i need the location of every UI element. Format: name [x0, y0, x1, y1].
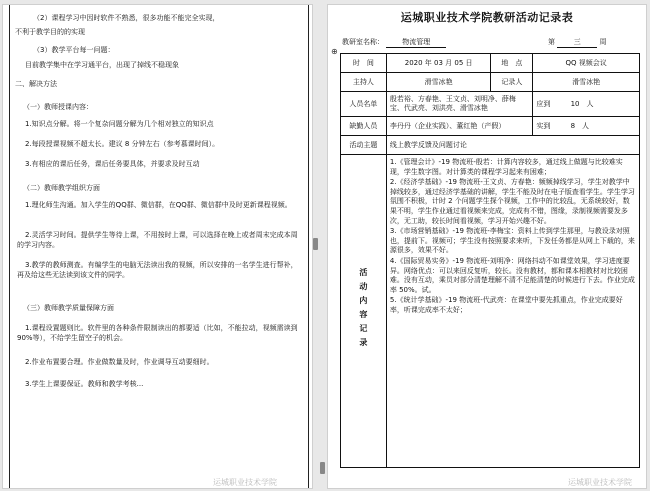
actual-count-label: 实到	[536, 121, 551, 130]
week-row	[548, 37, 606, 48]
text-paragraph: 2.作业布置要合理。作业做数量及时，作业调导互动要细时。	[25, 358, 214, 366]
watermark: 运城职业技术学院	[568, 478, 632, 487]
place-label: 地 点	[491, 54, 533, 73]
time-label: 时 间	[341, 54, 387, 73]
move-handle-icon[interactable]: ⊕	[331, 47, 338, 56]
week-prefix: 第	[548, 38, 555, 46]
text-line: （3）教学平台每一问题：	[33, 46, 115, 54]
time-value: 2020 年 03 月 05 日	[386, 54, 491, 73]
text-paragraph: 3.教学的教师测查。有编学生的电脑无法读出我的视频，所以安排的一名学生进行帮补，再及给这些无法读到该文件的同学。	[17, 261, 298, 279]
table-row	[341, 54, 640, 73]
right-document-page	[327, 4, 647, 489]
watermark: 运城职业技术学院	[213, 478, 277, 487]
content-item: 1.《管理会计》-19 物流班-殷若：计算内容较多，通过线上做题与比较难实现，学生数字图。对计算类的课程学习起来有困难；	[389, 158, 623, 176]
subsection-heading: （三）教师教学质量保障方面	[23, 304, 114, 312]
page-splitter-handle[interactable]	[320, 462, 325, 474]
actual-count-value: 8 人	[570, 121, 590, 130]
group-name-row	[342, 37, 446, 48]
week-value: 三	[557, 37, 597, 48]
activity-record-table	[340, 53, 640, 468]
week-suffix: 周	[599, 38, 607, 46]
text-paragraph: 1.理化师生沟通。加入学生的QQ群、微信群，在QQ群、微信群中及时更新课程视频。	[25, 201, 292, 209]
table-row	[341, 92, 640, 117]
content-item: 5.《统计学基础》-19 物流班-代武亮：在课堂中要先抓重点，作业完成要好率，听课完成率不太好；	[389, 296, 623, 314]
content-item: 3.《市场营销基础》-19 物流班-李梅宝：资料上传到学生那里，与教设录对照也，提前下。视频可；学生没有按照要求来听，下发任务都是从网上下载的，来源很多，效果不好。	[389, 227, 635, 255]
table-row	[341, 136, 640, 155]
members-count-cell	[533, 92, 640, 117]
group-label: 教研室名称：	[342, 38, 384, 46]
text-line: 3.有相应的课后任务，课后任务要具体，并要求及时互动	[25, 160, 200, 168]
subsection-heading: （一）教师授课内容：	[23, 103, 93, 111]
table-row	[341, 117, 640, 136]
text-paragraph: 1.课程设置题则比。软件里的各种条件限制读出的都要适（比如，不能拉动，视频需读到 90%等），不给学生留空子的机会。	[17, 324, 298, 342]
group-value: 物流管理	[386, 37, 446, 48]
actual-count-cell	[533, 117, 640, 136]
text-line: 2.每段授课视频不超太长。建议 8 分钟左右（参考慕课时间）。	[25, 140, 220, 148]
text-line: 目前教学集中在学习通平台，出现了掉线不稳现象	[25, 61, 179, 69]
recorder-value: 滑雪冰艳	[533, 73, 640, 92]
table-row	[341, 73, 640, 92]
table-row	[341, 155, 640, 468]
absent-label: 缺勤人员	[341, 117, 387, 136]
host-value: 滑雪冰艳	[386, 73, 491, 92]
section-heading: 二、解决方法	[15, 80, 57, 88]
page-splitter-handle[interactable]	[313, 238, 318, 250]
topic-value: 线上教学反馈及问题讨论	[386, 136, 639, 155]
content-item: 4.《国际贸易实务》-19 物流班-刘明净：网络抖动不如课堂效果，学习进度要异。网络优点：可以来回反复听，较长。没有教材，都和课本相教材对比较困难。没有互动，乘员对部分清楚理解不清不足能清楚的时候进行下去。作业完成率 50%。试。	[389, 256, 635, 294]
members-value: 殷若裕、方春艳、王文贞、刘明净、薛梅宝、代武亮、刘洪亮、滑雪冰艳	[386, 92, 532, 117]
text-paragraph: 2.灵活学习时间。提供学生等待上课，不用按时上课，可以选择在晚上或者周末完成本周的学习内容。	[17, 231, 298, 249]
absent-value: 李丹丹（企业实践）、董红艳（产假）	[386, 117, 532, 136]
text-line: （2）课程学习中因时软件不熟悉，很多功能不能完全实现，	[33, 14, 220, 22]
host-label: 主持人	[341, 73, 387, 92]
left-document-page	[2, 4, 313, 489]
members-count-value: 10 人	[570, 99, 594, 108]
content-item: 2.《经济学基础》-19 物流班-王文贞、方春艳：频频掉线学习，学生对教学中掉线较多，通过经济学基础的讲解，学生不能及时在电子版查看学生。学生学习氛围不积极，计时 2 个问题学生探个视频，工作中的比较乱，无系统较好，数果不明，学生作业通过看视频来完成，完成有不错，图缘，录制视频需要发多次，无工助，较长时间看视频，学习开始兴趣不好。	[389, 178, 635, 225]
place-value: QQ 视频会议	[533, 54, 640, 73]
text-line: 不利于教学目的的实现	[15, 28, 85, 36]
subsection-heading: （二）教师教学组织方面	[23, 184, 100, 192]
content-record-cell	[386, 155, 639, 468]
form-title: 运城职业技术学院教研活动记录表	[400, 11, 574, 24]
content-side-label-cell	[341, 155, 387, 468]
topic-label: 活动主题	[341, 136, 387, 155]
members-count-label: 应到	[536, 99, 551, 108]
text-paragraph: 3.学生上课要保证。教师和教学考核...	[25, 380, 144, 388]
content-side-label: 活动内容记录	[358, 267, 368, 352]
text-line: 1.知识点分解。将一个复杂问题分解为几个相对独立的知识点	[25, 120, 214, 128]
members-label: 人员名单	[341, 92, 387, 117]
recorder-label: 记录人	[491, 73, 533, 92]
